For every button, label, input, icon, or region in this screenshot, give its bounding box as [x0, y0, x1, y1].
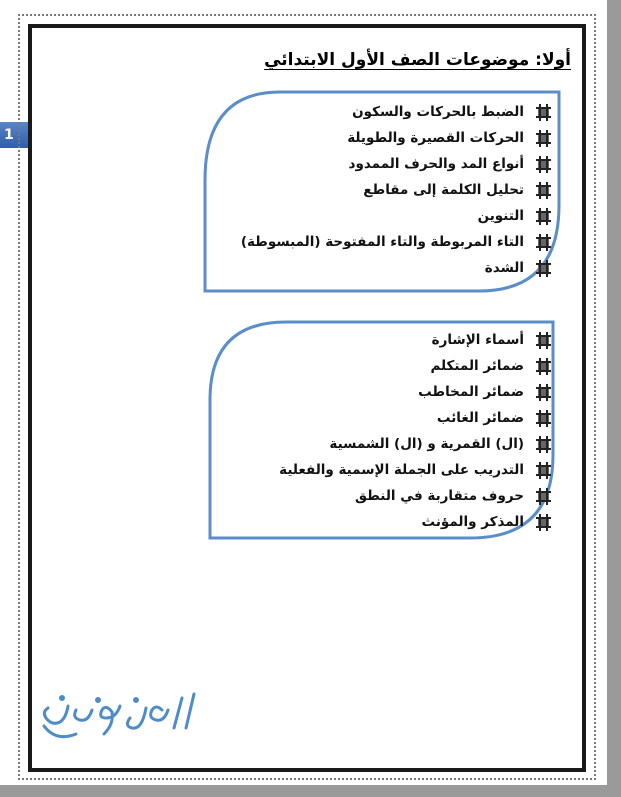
hash-grid-bullet-icon	[536, 384, 551, 401]
list-item	[279, 509, 551, 535]
topic-label: الشدة	[484, 260, 524, 276]
hash-grid-bullet-icon	[536, 156, 551, 173]
list-item	[241, 99, 551, 125]
hash-grid-bullet-icon	[536, 332, 551, 349]
topic-label: تحليل الكلمة إلى مقاطع	[363, 182, 524, 198]
hash-grid-bullet-icon	[536, 130, 551, 147]
topic-label: ضمائر الغائب	[436, 410, 524, 426]
hash-grid-bullet-icon	[536, 436, 551, 453]
hash-grid-bullet-icon	[536, 208, 551, 225]
hash-grid-bullet-icon	[536, 410, 551, 427]
hash-grid-bullet-icon	[536, 358, 551, 375]
hash-grid-bullet-icon	[536, 488, 551, 505]
hash-grid-bullet-icon	[536, 260, 551, 277]
hash-grid-bullet-icon	[536, 234, 551, 251]
list-item	[279, 353, 551, 379]
hash-grid-bullet-icon	[536, 182, 551, 199]
hash-grid-bullet-icon	[536, 462, 551, 479]
page-number: 1	[4, 127, 14, 143]
topic-label: التنوين	[477, 208, 524, 224]
list-item	[279, 457, 551, 483]
hash-grid-bullet-icon	[536, 104, 551, 121]
topic-label: (ال) القمرية و (ال) الشمسية	[329, 436, 524, 452]
list-item	[241, 125, 551, 151]
list-item	[241, 229, 551, 255]
list-item	[279, 379, 551, 405]
list-item	[279, 431, 551, 457]
list-item	[241, 255, 551, 281]
topic-label: ضمائر المخاطب	[418, 384, 524, 400]
handwritten-signature-image	[36, 688, 206, 748]
topic-label: ضمائر المتكلم	[430, 358, 524, 374]
topic-label: أنواع المد والحرف الممدود	[348, 156, 524, 172]
topic-label: المذكر والمؤنث	[421, 514, 524, 530]
page-title: أولا: موضوعات الصف الأول الابتدائي	[264, 50, 571, 70]
list-item	[241, 151, 551, 177]
topic-group-2-list	[279, 327, 551, 535]
topic-label: أسماء الإشارة	[431, 332, 524, 348]
topic-label: الضبط بالحركات والسكون	[352, 104, 524, 120]
topic-label: الحركات القصيرة والطويلة	[347, 130, 524, 146]
topic-label: التدريب على الجملة الإسمية والفعلية	[279, 462, 524, 478]
list-item	[279, 405, 551, 431]
list-item	[241, 203, 551, 229]
list-item	[279, 327, 551, 353]
topic-label: حروف متقاربة في النطق	[354, 488, 524, 504]
list-item	[241, 177, 551, 203]
hash-grid-bullet-icon	[536, 514, 551, 531]
list-item	[279, 483, 551, 509]
topic-label: التاء المربوطة والتاء المفتوحة (المبسوطة)	[240, 234, 524, 250]
topic-group-1-list	[241, 99, 551, 281]
